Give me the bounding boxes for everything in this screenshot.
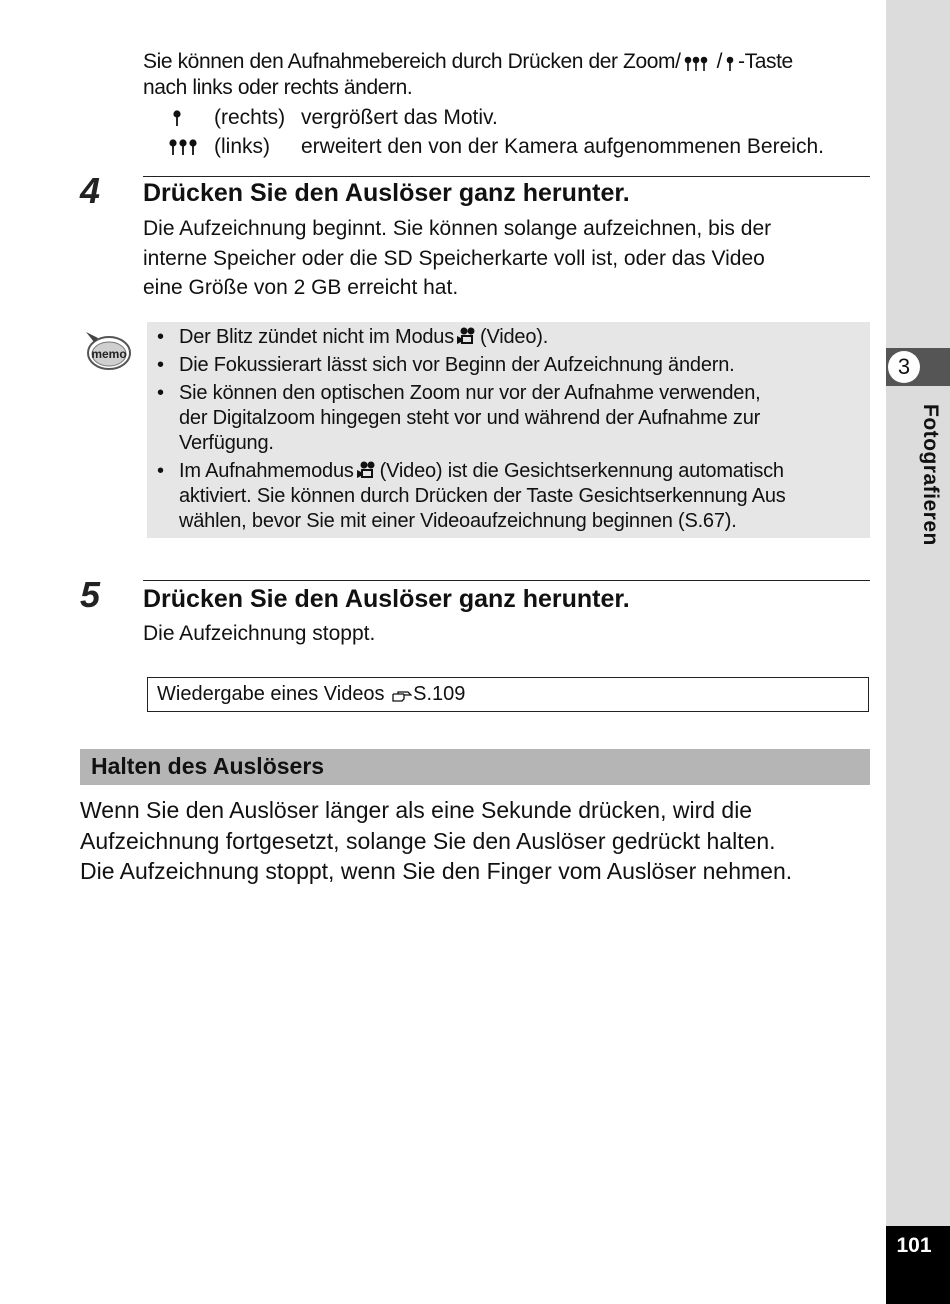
video-mode-icon [457, 326, 477, 346]
step-body-line: eine Größe von 2 GB erreicht hat. [143, 276, 459, 299]
wide-icon [684, 55, 714, 71]
tele-icon [172, 109, 182, 127]
chapter-sidebar [886, 0, 950, 1304]
chapter-title: Fotografieren [919, 404, 942, 546]
zoom-wide-description: erweitert den von der Kamera aufgenommenen Bereich. [301, 135, 824, 158]
wide-icon [168, 138, 200, 156]
zoom-wide-label: (links) [214, 135, 270, 158]
memo-icon [82, 328, 132, 374]
memo-item: • Im Aufnahmemodus (Video) ist die Gesichtserkennung automatisch aktiviert. Sie können durch Drücken der Taste Gesichtserkennung Aus wählen, bevor Sie mit einer Videoaufzeichnung beginnen (S.67). [157, 460, 786, 532]
section-body-line: Aufzeichnung fortgesetzt, solange Sie den Auslöser gedrückt halten. [80, 827, 776, 854]
step-body-line: interne Speicher oder die SD Speicherkarte voll ist, oder das Video [143, 246, 765, 270]
step-body [143, 214, 771, 303]
intro-text: Sie können den Aufnahmebereich durch Drücken der Zoom/ / -Taste nach links oder rechts ändern. [143, 50, 793, 99]
reference-page[interactable]: S.109 [413, 683, 466, 705]
step-body-line: Die Aufzeichnung beginnt. Sie können solange aufzeichnen, bis der [143, 217, 772, 240]
memo-item: • Die Fokussierart lässt sich vor Beginn der Aufzeichnung ändern. [157, 354, 735, 376]
zoom-tele-label: (rechts) [214, 106, 286, 129]
step-number: 4 [80, 170, 100, 211]
step-body-line: Die Aufzeichnung stoppt. [143, 622, 376, 645]
reference-text[interactable]: Wiedergabe eines Videos S.109 [157, 683, 466, 705]
memo-list [157, 325, 863, 537]
step-divider [143, 580, 870, 581]
section-body-line: Die Aufzeichnung stoppt, wenn Sie den Finger vom Auslöser nehmen. [80, 858, 793, 884]
intro-line2: nach links oder rechts ändern. [143, 76, 413, 99]
step-number: 5 [80, 574, 100, 615]
reference-box [147, 677, 869, 712]
intro-line1-end: -Taste [738, 50, 793, 73]
intro-line1-start: Sie können den Aufnahmebereich durch Drücken der Zoom/ [143, 50, 681, 73]
step-title: Drücken Sie den Auslöser ganz herunter. [143, 585, 630, 613]
section-body [80, 795, 792, 887]
section-title: Halten des Auslösers [91, 753, 325, 779]
pointing-hand-icon [392, 691, 412, 703]
page-number: 101 [896, 1234, 932, 1257]
memo-item: • Der Blitz zündet nicht im Modus (Video). [157, 326, 549, 348]
zoom-tele-description: vergrößert das Motiv. [301, 106, 498, 129]
section-body-line: Wenn Sie den Auslöser länger als eine Sekunde drücken, wird die [80, 797, 753, 823]
tele-icon [725, 55, 735, 71]
video-mode-icon [357, 460, 377, 480]
chapter-number: 3 [888, 351, 920, 383]
step-divider [143, 176, 870, 177]
step-body [143, 619, 375, 649]
section-header-bar [80, 749, 870, 785]
memo-item: • Sie können den optischen Zoom nur vor der Aufnahme verwenden, der Digitalzoom hingegen steht vor und während der Aufnahme zur Verfügung. [157, 382, 761, 454]
memo-label: memo [91, 347, 127, 361]
step-title: Drücken Sie den Auslöser ganz herunter. [143, 179, 630, 207]
